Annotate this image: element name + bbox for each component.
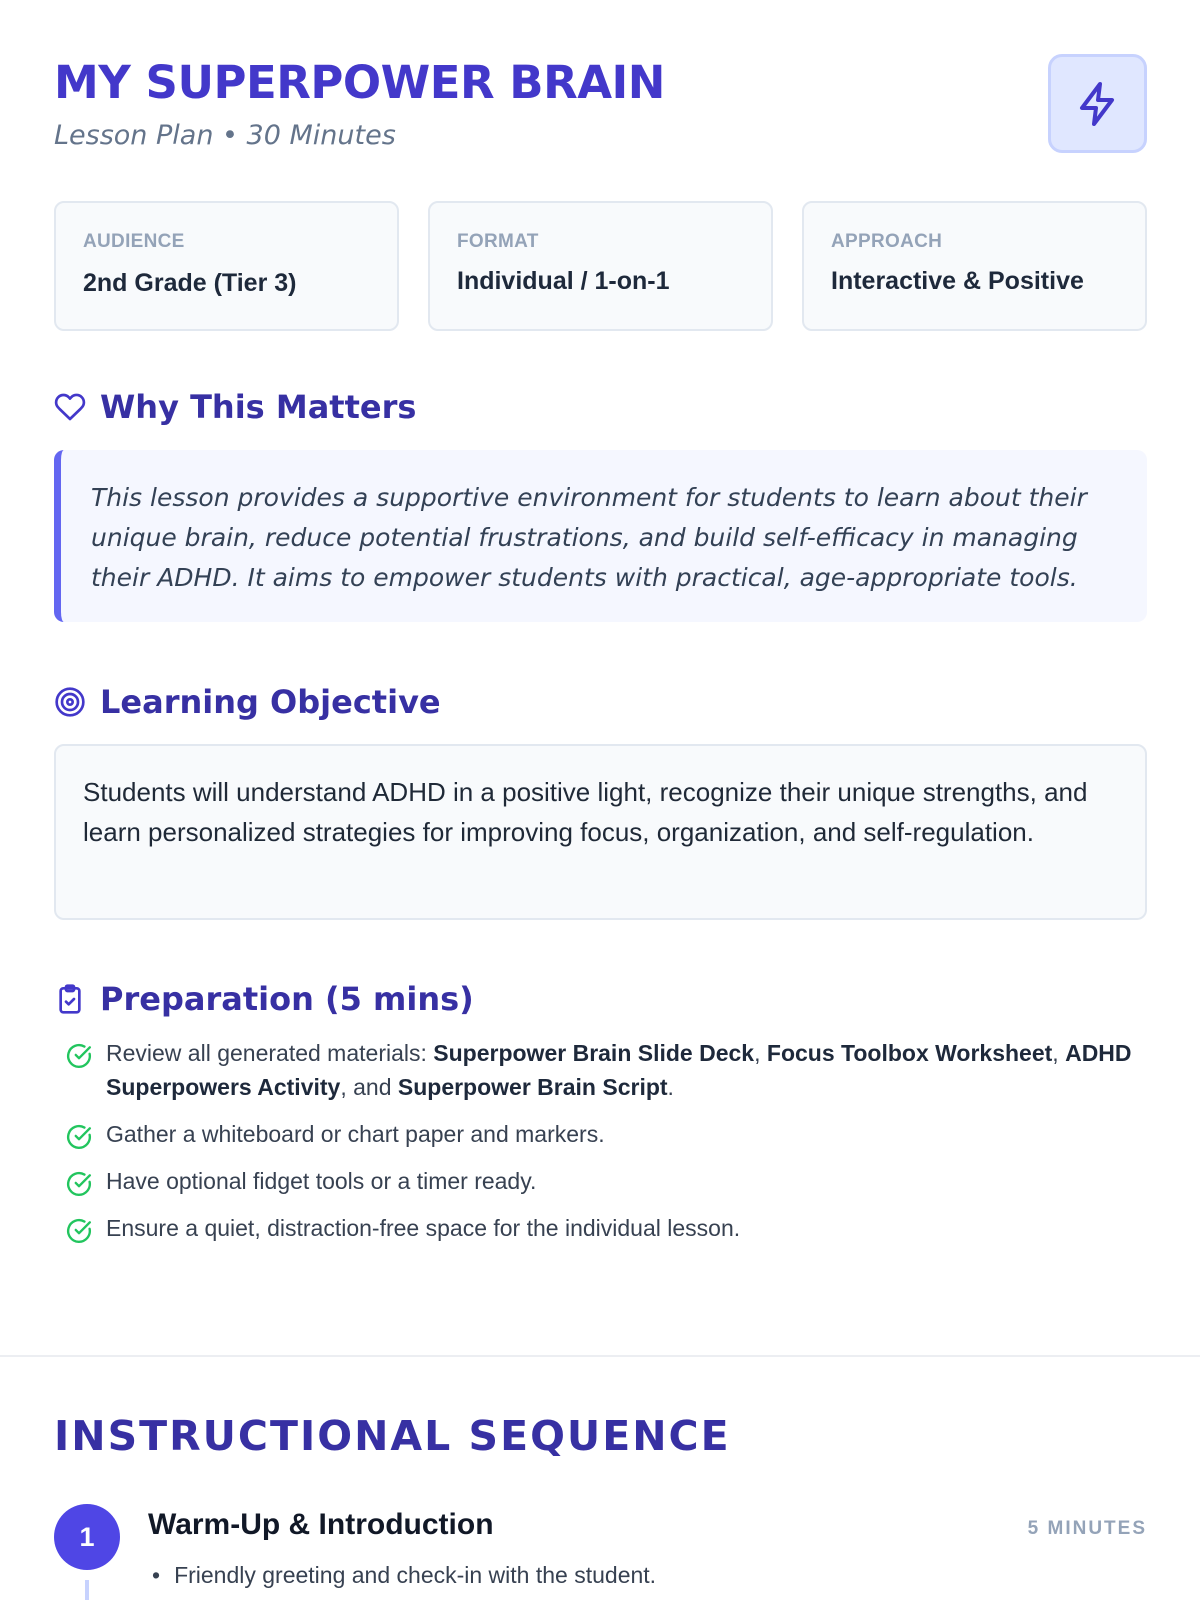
material-slide-deck: Superpower Brain Slide Deck: [433, 1040, 755, 1066]
audience-card: [54, 201, 399, 331]
card-value: Individual / 1-on-1: [457, 267, 670, 295]
sequence-title: INSTRUCTIONAL SEQUENCE: [54, 1412, 731, 1460]
prep-text: , and: [340, 1074, 398, 1100]
card-label: FORMAT: [457, 231, 539, 252]
lightning-bolt-button[interactable]: [1048, 54, 1147, 153]
card-value: 2nd Grade (Tier 3): [83, 269, 297, 297]
step-duration: 5 MINUTES: [1027, 1518, 1147, 1539]
material-activity: ADHD Superpowers Activity: [106, 1040, 1132, 1100]
prep-text: ,: [1052, 1040, 1066, 1066]
page-subtitle: Lesson Plan • 30 Minutes: [54, 120, 396, 151]
preparation-list: [66, 1036, 1147, 1258]
check-circle-icon: [66, 1124, 92, 1150]
prep-text: ,: [754, 1040, 767, 1066]
step-connector: [85, 1580, 89, 1600]
lightning-bolt-icon: [1074, 80, 1122, 128]
prep-text: Have optional fidget tools or a timer ready.: [106, 1168, 537, 1194]
material-worksheet: Focus Toolbox Worksheet: [766, 1040, 1053, 1066]
preparation-title: Preparation (5 mins): [100, 980, 474, 1018]
list-item: [66, 1117, 1147, 1151]
clipboard-check-icon: [54, 983, 86, 1015]
list-item: [66, 1164, 1147, 1198]
header: [54, 52, 1147, 162]
material-script: Superpower Brain Script: [397, 1074, 668, 1100]
info-cards: [54, 201, 1147, 331]
step-title: Warm-Up & Introduction: [148, 1508, 494, 1541]
step-bullet: • Friendly greeting and check-in with the student.: [152, 1562, 656, 1589]
heart-icon: [54, 391, 86, 423]
prep-text: .: [667, 1074, 674, 1100]
why-section-heading: [54, 388, 416, 426]
why-quote: This lesson provides a supportive environment for students to learn about their unique brain, reduce potential frustrations, and build self-efficacy in managing their ADHD. It aims to empower students with practical, age-appropriate tools.: [54, 450, 1147, 622]
prep-text: Ensure a quiet, distraction-free space for the individual lesson.: [106, 1215, 741, 1241]
list-item: [66, 1211, 1147, 1245]
objective-title: Learning Objective: [100, 683, 441, 721]
objective-section-heading: [54, 683, 441, 721]
card-value: Interactive & Positive: [831, 267, 1084, 295]
step-number-badge: 1: [54, 1504, 120, 1570]
why-title: Why This Matters: [100, 388, 417, 426]
target-icon: [54, 686, 86, 718]
approach-card: [802, 201, 1147, 331]
prep-text: Gather a whiteboard or chart paper and markers.: [106, 1121, 605, 1147]
objective-box: Students will understand ADHD in a positive light, recognize their unique strengths, and learn personalized strategies for improving focus, organization, and self-regulation.: [54, 744, 1147, 920]
section-divider: [0, 1355, 1200, 1357]
page-title: MY SUPERPOWER BRAIN: [54, 56, 665, 109]
format-card: [428, 201, 773, 331]
prep-text: Review all generated materials:: [106, 1040, 434, 1066]
list-item: [66, 1036, 1147, 1104]
check-circle-icon: [66, 1218, 92, 1244]
card-label: APPROACH: [831, 231, 943, 252]
check-circle-icon: [66, 1043, 92, 1069]
preparation-section-heading: [54, 980, 474, 1018]
check-circle-icon: [66, 1171, 92, 1197]
card-label: AUDIENCE: [83, 231, 185, 252]
